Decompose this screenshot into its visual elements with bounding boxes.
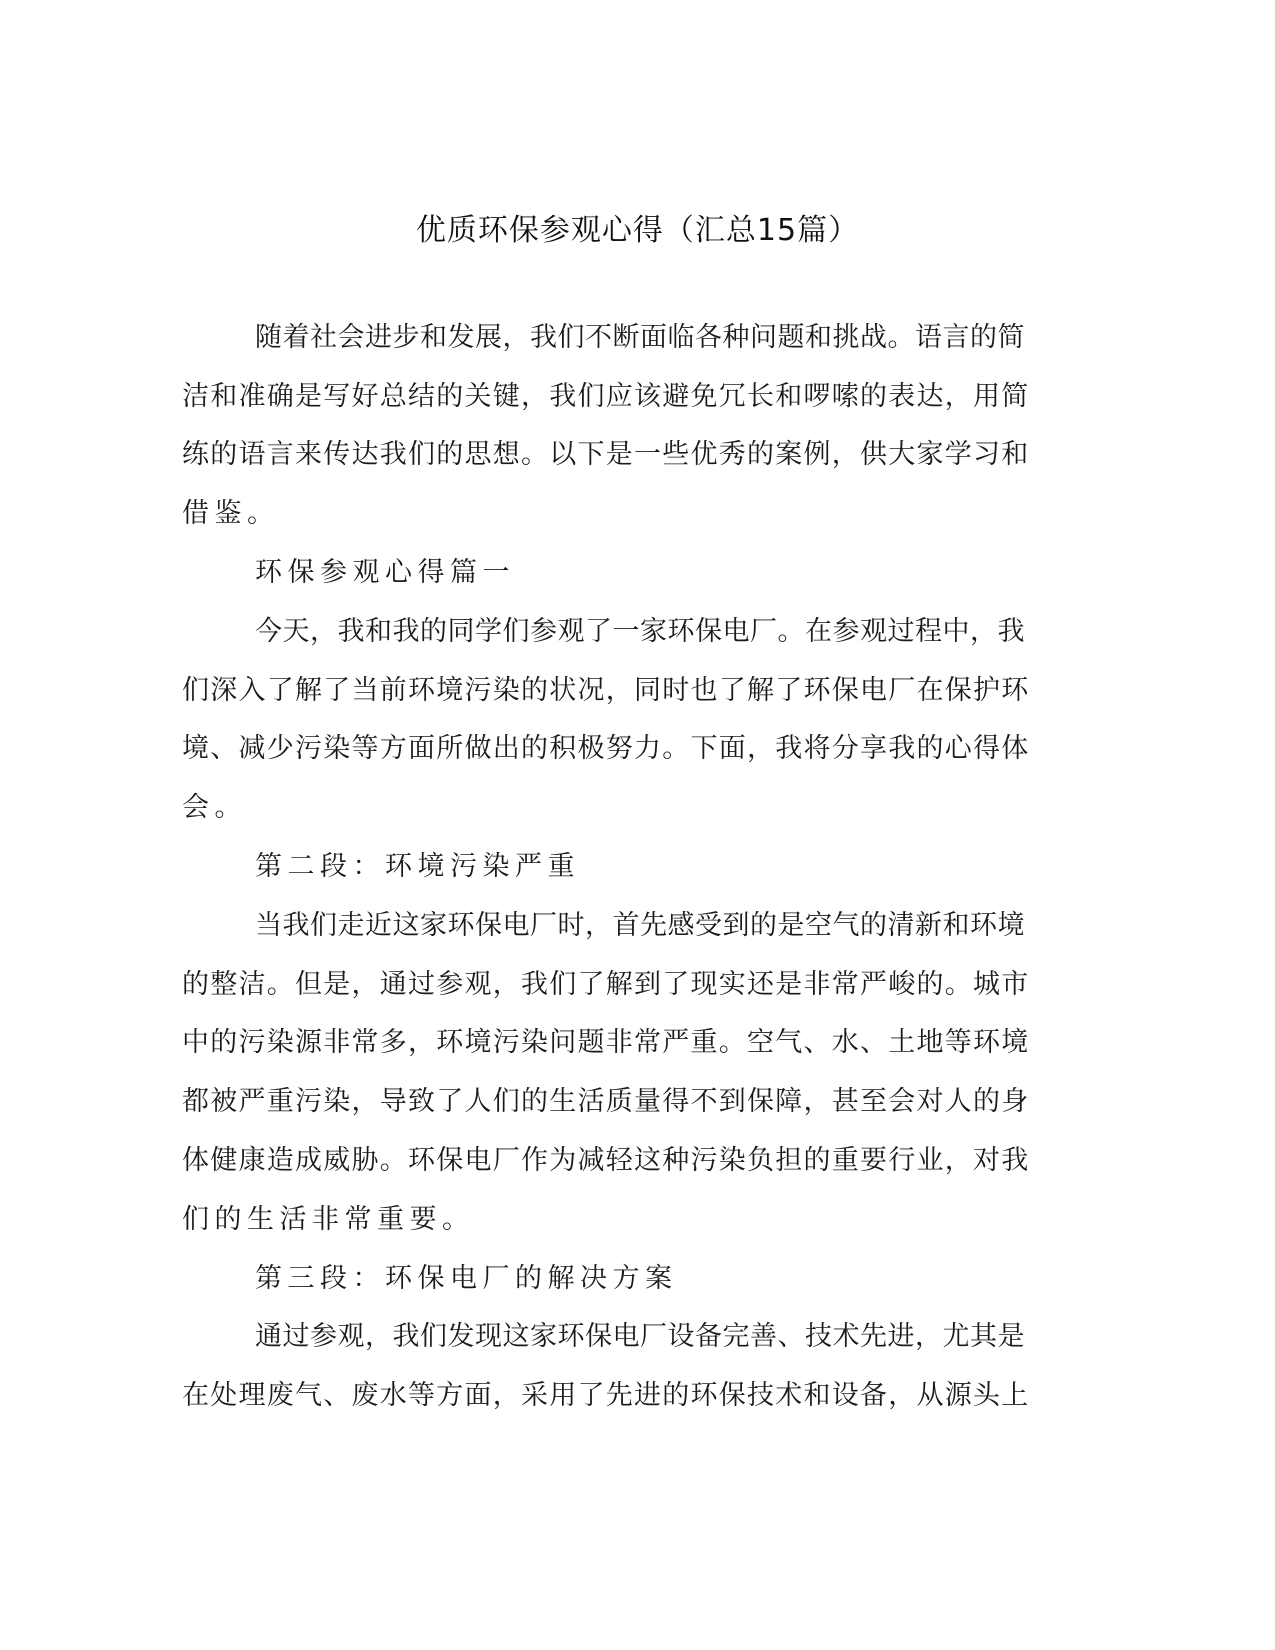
paragraph-line: 们的生活非常重要。 — [182, 1204, 475, 1235]
paragraph-line: 都被严重污染，导致了人们的生活质量得不到保障，甚至会对人的身 — [182, 1086, 1030, 1117]
paragraph-line: 通过参观，我们发现这家环保电厂设备完善、技术先进，尤其是 — [255, 1321, 1025, 1352]
paragraph-line: 的整洁。但是，通过参观，我们了解到了现实还是非常严峻的。城市 — [182, 969, 1030, 1000]
document-title: 优质环保参观心得（汇总15篇） — [415, 213, 860, 248]
paragraph-line: 随着社会进步和发展，我们不断面临各种问题和挑战。语言的简 — [255, 322, 1025, 353]
paragraph-line: 体健康造成威胁。环保电厂作为减轻这种污染负担的重要行业，对我 — [182, 1145, 1030, 1176]
paragraph-line: 在处理废气、废水等方面，采用了先进的环保技术和设备，从源头上 — [182, 1380, 1030, 1411]
paragraph-line: 练的语言来传达我们的思想。以下是一些优秀的案例，供大家学习和 — [182, 439, 1030, 470]
paragraph-line: 会。 — [182, 792, 247, 823]
paragraph-line: 当我们走近这家环保电厂时，首先感受到的是空气的清新和环境 — [255, 910, 1025, 941]
paragraph-line: 中的污染源非常多，环境污染问题非常严重。空气、水、土地等环境 — [182, 1027, 1030, 1058]
section-heading: 第三段：环保电厂的解决方案 — [255, 1263, 678, 1294]
paragraph-line: 们深入了解了当前环境污染的状况，同时也了解了环保电厂在保护环 — [182, 675, 1030, 706]
paragraph-line: 境、减少污染等方面所做出的积极努力。下面，我将分享我的心得体 — [182, 733, 1030, 764]
paragraph-line: 洁和准确是写好总结的关键，我们应该避免冗长和啰嗦的表达，用简 — [182, 381, 1030, 412]
paragraph-line: 今天，我和我的同学们参观了一家环保电厂。在参观过程中，我 — [255, 616, 1025, 647]
paragraph-line: 借鉴。 — [182, 498, 280, 529]
section-heading: 环保参观心得篇一 — [255, 557, 515, 588]
section-heading: 第二段：环境污染严重 — [255, 851, 580, 882]
